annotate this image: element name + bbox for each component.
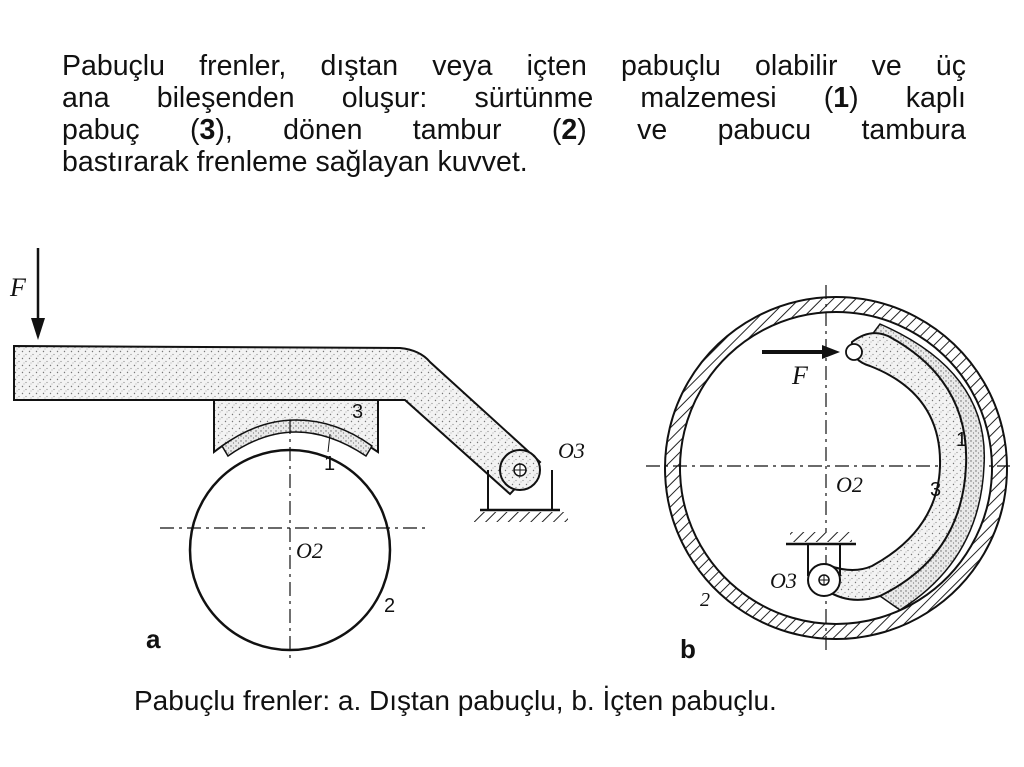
intro-number-1: 1: [833, 82, 850, 114]
figure-b: [646, 285, 1010, 664]
force-label-a: F: [10, 273, 26, 302]
panel-letter-a: a: [146, 624, 161, 654]
force-arrow-b: [762, 345, 840, 359]
part-label-lining-a: 1: [324, 453, 336, 475]
intro-line-3-text-mid: ), dönen tambur (: [215, 114, 562, 146]
pivot-label-a: O3: [558, 438, 585, 463]
intro-line-2-text: ana bileşenden oluşur: sürtünme malzemesi (: [62, 82, 834, 114]
pivot-label-b: O3: [770, 568, 797, 593]
intro-number-2: 2: [561, 114, 578, 146]
force-arrow-a: [31, 248, 45, 340]
force-label-b: F: [792, 361, 808, 390]
intro-line-1: Pabuçlu frenler, dıştan veya içten pabuçlu olabilir ve üç: [62, 50, 966, 82]
intro-line-3-text: pabuç (: [62, 114, 200, 146]
figure-caption: Pabuçlu frenler: a. Dıştan pabuçlu, b. İçten pabuçlu.: [134, 685, 777, 716]
part-label-shoe-b: 3: [930, 479, 942, 501]
intro-line-4: bastırarak frenleme sağlayan kuvvet.: [62, 146, 528, 178]
part-label-lining-b: 1: [956, 429, 968, 451]
intro-line-2-text-end: ) kaplı: [849, 82, 966, 114]
intro-line-3-text-end: ) ve pabucu tambura: [577, 114, 967, 146]
figure-a: [9, 248, 585, 662]
center-label-b: O2: [836, 472, 863, 497]
part-label-drum-b: 2: [700, 589, 710, 611]
panel-letter-b: b: [680, 634, 696, 664]
intro-number-3: 3: [199, 114, 216, 146]
center-label-a: O2: [296, 538, 323, 563]
part-label-shoe-a: 3: [352, 401, 364, 423]
part-label-drum-a: 2: [384, 595, 396, 617]
